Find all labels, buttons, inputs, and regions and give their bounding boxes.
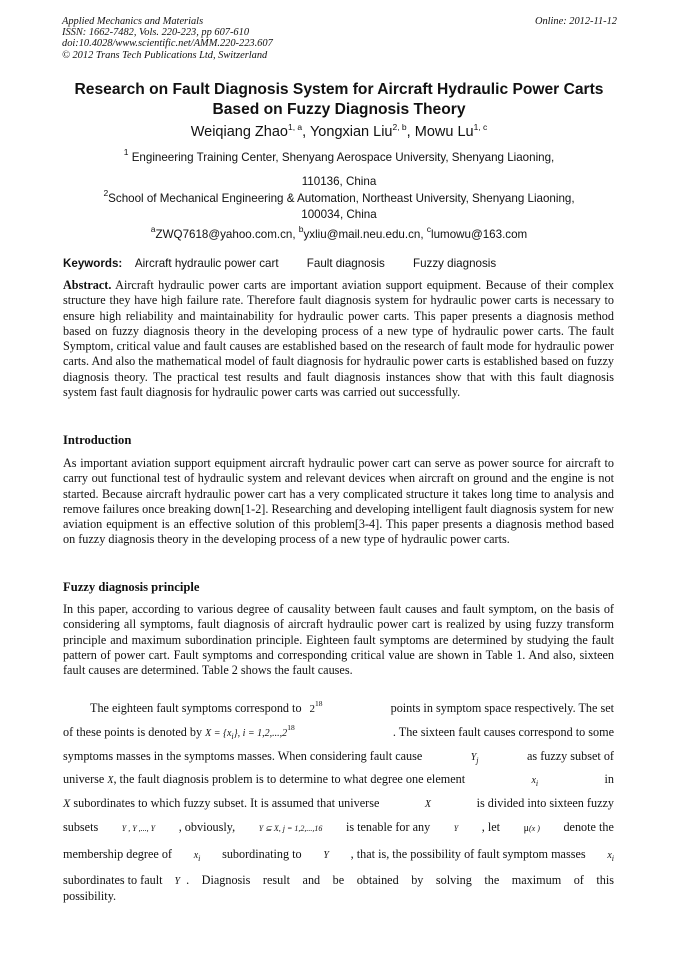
math-subscript: i bbox=[231, 732, 234, 741]
math-base: 2 bbox=[309, 703, 316, 715]
email-mark: c bbox=[426, 224, 432, 234]
math-text: X bbox=[63, 796, 71, 810]
text-span: is divided into sixteen fuzzy bbox=[476, 796, 614, 810]
math-exponent: 18 bbox=[315, 699, 323, 708]
text-span: subsets bbox=[63, 820, 99, 834]
text-span: . Diagnosis result and be obtained by solving the maximum of this bbox=[186, 873, 614, 887]
text-span: , that is, the possibility of fault symptom masses bbox=[350, 847, 586, 861]
abstract bbox=[63, 278, 614, 400]
text-span: is tenable for any bbox=[345, 820, 431, 834]
author-name: Weiqiang Zhao bbox=[190, 124, 288, 140]
email-address[interactable]: yxliu@mail.neu.edu.cn, bbox=[303, 228, 427, 241]
formula-xi bbox=[194, 846, 201, 867]
math-text: X bbox=[107, 775, 114, 786]
text-span: , let bbox=[481, 820, 501, 834]
journal-name: Applied Mechanics and Materials bbox=[62, 16, 204, 27]
keywords bbox=[63, 256, 623, 272]
principle-text: In this paper, according to various degree of causality between fault causes and fault symptom, on the basis of considering all symptoms, fault diagnosis of aircraft hydraulic power cart is realized by using fuzzy transform principle and maximum subordination principle. Eighteen fault symptoms are determined by studying the fault pattern of power cart. Fault symptoms and corresponding critical value are shown in Table 1. And also, sixteen fault causes are determined. Table 2 shows the fault causes. bbox=[63, 602, 614, 678]
online-date: Online: 2012-11-12 bbox=[534, 16, 617, 27]
text-span: , obviously, bbox=[178, 820, 236, 834]
math-text: Y ⊆ X, j = 1,2,...,16 bbox=[258, 824, 323, 833]
author-separator: , bbox=[406, 124, 415, 140]
paper-title bbox=[40, 80, 638, 120]
journal-header bbox=[62, 16, 617, 61]
text-span: subordinates to fault bbox=[63, 873, 163, 887]
email-address[interactable]: lumowu@163.com bbox=[431, 228, 528, 241]
text-span: membership degree of bbox=[63, 847, 172, 861]
affil-mark: 2 bbox=[103, 188, 109, 198]
math-text: x bbox=[531, 775, 536, 786]
text-span: symptoms masses in the symptoms masses. When considering fault cause bbox=[63, 749, 423, 763]
title-line-2: Based on Fuzzy Diagnosis Theory bbox=[212, 101, 466, 118]
email-mark: b bbox=[298, 224, 304, 234]
email-address[interactable]: ZWQ7618@yahoo.com.cn, bbox=[155, 228, 299, 241]
title-line-1: Research on Fault Diagnosis System for Aircraft Hydraulic Power Carts bbox=[74, 81, 604, 98]
section-heading-introduction: Introduction bbox=[63, 433, 132, 447]
text-line bbox=[63, 771, 614, 792]
text-span: The eighteen fault symptoms correspond to bbox=[90, 701, 302, 715]
math-text: }, i = 1,2,...,2 bbox=[233, 728, 288, 739]
copyright-line: © 2012 Trans Tech Publications Ltd, Switzerland bbox=[62, 49, 268, 61]
math-text: μ bbox=[523, 823, 529, 834]
affiliation-1 bbox=[60, 149, 618, 191]
keywords-label: Keywords: bbox=[63, 257, 123, 270]
math-text: Y bbox=[470, 752, 477, 763]
abstract-text: Aircraft hydraulic power carts are important aviation support equipment. Because of their complex structure they have high failure rate. Therefore fault diagnosis system for hydraulic power carts is necessary to ensure high reliability and maintainability for hydraulic power carts. This paper presents a diagnosis method based on fuzzy diagnosis theory in the developing process of a new type of hydraulic power carts. The fault Symptom, critical value and fault causes are established based on the research of fault mode for hydraulic power carts. And also the mathematical model of fault diagnosis for hydraulic power carts is established based on fuzzy diagnosis theory. The practical test results and fault diagnosis instances show that with this fault diagnosis system fast fault diagnosis for hydraulic power carts was carried out successfully. bbox=[63, 278, 614, 400]
affil-text: School of Mechanical Engineering & Automation, Northeast University, Shenyang Liaoning, bbox=[108, 192, 575, 205]
text-span: universe bbox=[63, 772, 105, 786]
formula-subset-relation bbox=[259, 819, 323, 837]
math-text: (x ) bbox=[529, 824, 540, 833]
formula-xi bbox=[531, 771, 538, 792]
math-text: Y bbox=[453, 824, 459, 833]
formula-set-x bbox=[205, 724, 295, 745]
keyword-item: Aircraft hydraulic power cart bbox=[134, 257, 279, 270]
affil-mark: 1 bbox=[123, 147, 129, 157]
math-text: Y bbox=[174, 876, 181, 887]
affil-text: Engineering Training Center, Shenyang Aerospace University, Shenyang Liaoning, bbox=[131, 151, 555, 164]
text-span: in bbox=[604, 772, 614, 786]
text-span: points in symptom space respectively. The set bbox=[390, 701, 614, 715]
author-affil-mark: 1, c bbox=[473, 122, 488, 132]
affil-text: 100034, China bbox=[301, 208, 377, 221]
text-span: subordinating to bbox=[222, 847, 302, 861]
author-affil-mark: 1, a bbox=[287, 122, 303, 132]
author-name: Yongxian Liu bbox=[309, 124, 393, 140]
text-line bbox=[63, 724, 614, 745]
text-line bbox=[63, 819, 614, 837]
introduction-text: As important aviation support equipment aircraft hydraulic power cart can serve as power source for aircraft to carry out functional test of hydraulic system and relevant devices when aircraft on ground and the engine is not started. Because aircraft hydraulic power cart has a very complicated structure it takes long time to analysis and remove failures once breaking down[1-2]. Researching and developing intelligent fault diagnosis system for new aviation equipment is an effective solution of this problem[3-4]. This paper presents a diagnosis method based on fuzzy diagnosis theory in the developing process of a new type of hydraulic power carts. bbox=[63, 456, 614, 547]
math-subscript: j bbox=[476, 756, 479, 765]
math-text: Y , Y ,..., Y bbox=[121, 824, 156, 833]
text-span: subordinates to which fuzzy subset. It is assumed that universe bbox=[73, 796, 380, 810]
author-separator: , bbox=[302, 124, 310, 140]
text-span: as fuzzy subset of bbox=[527, 749, 614, 763]
keyword-item: Fuzzy diagnosis bbox=[413, 257, 497, 270]
formula-xi bbox=[607, 846, 614, 867]
text-line bbox=[63, 748, 614, 769]
text-line bbox=[63, 795, 614, 813]
formula-subsets bbox=[122, 819, 155, 837]
section-heading-principle: Fuzzy diagnosis principle bbox=[63, 580, 200, 594]
affil-text: 110136, China bbox=[301, 175, 377, 188]
author-name: Mowu Lu bbox=[414, 124, 474, 140]
issn-line: ISSN: 1662-7482, Vols. 220-223, pp 607-610 bbox=[62, 27, 250, 39]
math-exponent: 18 bbox=[287, 723, 295, 732]
text-line bbox=[63, 700, 614, 717]
text-span: . The sixteen fault causes correspond to some bbox=[392, 725, 614, 739]
text-line bbox=[63, 888, 614, 904]
math-text: X = {x bbox=[205, 728, 232, 739]
math-subscript: i bbox=[535, 779, 539, 788]
author-affil-mark: 2, b bbox=[392, 122, 407, 132]
math-text: x bbox=[193, 850, 199, 861]
math-text: Y bbox=[323, 850, 329, 861]
author-emails bbox=[60, 224, 618, 243]
math-text: X bbox=[424, 799, 432, 810]
email-mark: a bbox=[150, 224, 156, 234]
math-subscript: i bbox=[611, 854, 614, 863]
text-span: , the fault diagnosis problem is to determine to what degree one element bbox=[113, 772, 466, 786]
text-span: possibility. bbox=[63, 889, 117, 903]
math-text: x bbox=[607, 850, 612, 861]
formula-mu bbox=[524, 819, 540, 837]
formula-2-18 bbox=[310, 700, 323, 717]
text-span: of these points is denoted by bbox=[63, 725, 203, 739]
formula-yj bbox=[471, 748, 479, 769]
author-list bbox=[40, 123, 638, 141]
text-line bbox=[63, 846, 614, 867]
math-subscript: i bbox=[198, 854, 201, 863]
abstract-label: Abstract. bbox=[63, 278, 112, 292]
keyword-item: Fault diagnosis bbox=[306, 257, 385, 270]
text-span: denote the bbox=[563, 820, 614, 834]
affiliation-2 bbox=[60, 188, 618, 223]
doi-line: doi:10.4028/www.scientific.net/AMM.220-223.607 bbox=[62, 38, 273, 50]
